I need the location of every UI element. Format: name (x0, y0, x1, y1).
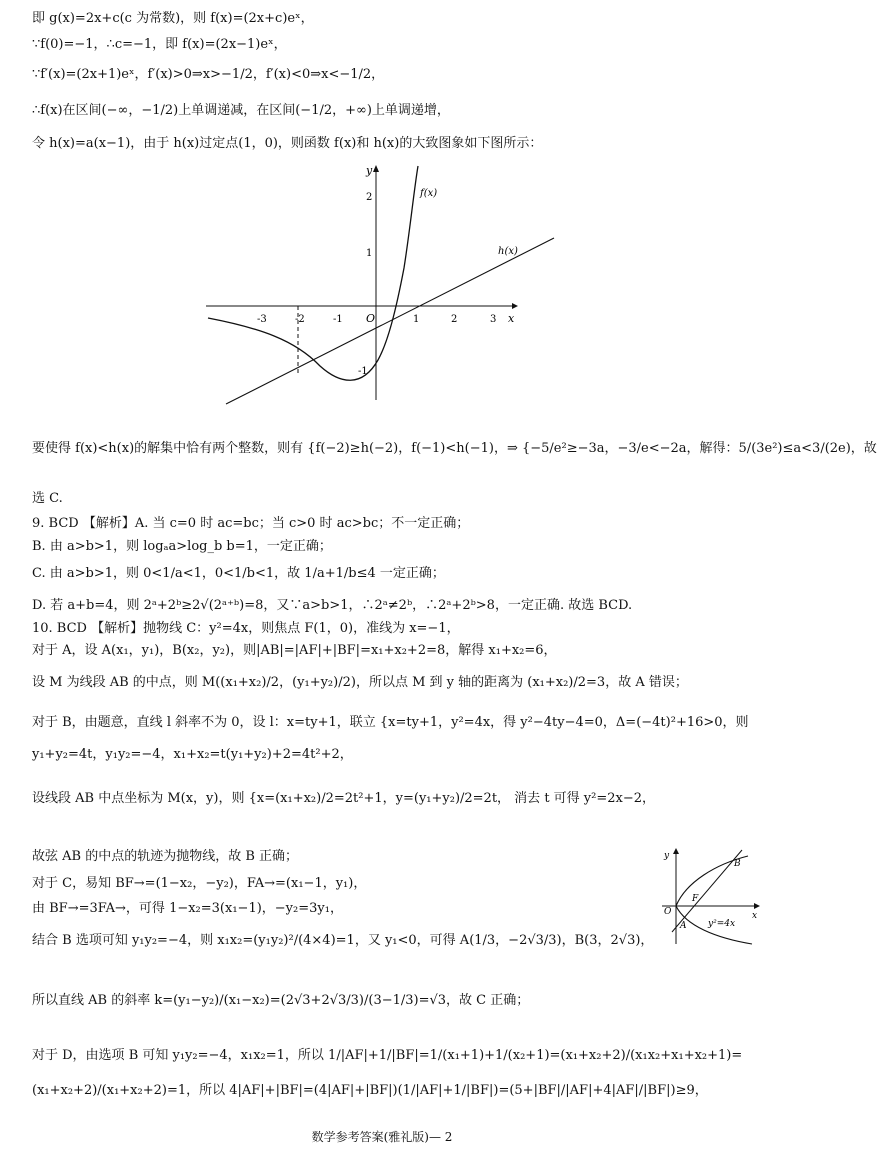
text-line: 选 C. (32, 491, 63, 506)
y-axis-label: y (664, 851, 670, 861)
h-line (226, 238, 554, 404)
text-line: ∴f(x)在区间(−∞，−1/2)上单调递减，在区间(−1/2，+∞)上单调递增， (32, 103, 450, 118)
x-axis-label: x (752, 911, 758, 921)
text-line: 由 BF→=3FA→，可得 1−x₂=3(x₁−1)，−y₂=3y₁， (32, 901, 343, 916)
text-line: 对于 A，设 A(x₁，y₁)，B(x₂，y₂)，则|AB|=|AF|+|BF|=x₁+x₂+2=8，解得 x₁+x₂=6， (32, 643, 557, 658)
parabola-curve (676, 856, 752, 944)
text-line: C. 由 a>b>1，则 0<1/a<1，0<1/b<1，故 1/a+1/b≤4 一定正确； (32, 566, 445, 581)
origin-label: O (366, 312, 376, 325)
x-axis-label: x (508, 312, 515, 325)
y-axis-arrow-icon (373, 165, 379, 172)
text-line: 要使得 f(x)<h(x)的解集中恰有两个整数，则有 {f(−2)≥h(−2)，f(−1)<h(−1)，⇒ {−5/e²≥−3a，−3/e<−2a，解得：5/(3e²)≤a<3/(2e)，故 (32, 441, 877, 456)
y-tick-label: 1 (366, 248, 373, 259)
x-tick-label: -1 (333, 314, 343, 325)
text-line: D. 若 a+b=4，则 2ᵃ+2ᵇ≥2√(2ᵃ⁺ᵇ)=8，又∵a>b>1，∴2ᵃ≠2ᵇ，∴2ᵃ+2ᵇ>8，一定正确. 故选 BCD. (32, 598, 633, 613)
x-axis-arrow-icon (512, 303, 518, 309)
h-line-label: h(x) (498, 246, 518, 257)
y-tick-label: -1 (358, 366, 368, 377)
text-line: B. 由 a>b>1，则 logₐa>log_b b=1，一定正确； (32, 539, 332, 554)
text-line: y₁+y₂=4t，y₁y₂=−4，x₁+x₂=t(y₁+y₂)+2=4t²+2， (32, 747, 353, 762)
text-line: 故弦 AB 的中点的轨迹为抛物线，故 B 正确； (32, 849, 299, 864)
text-line: 对于 D，由选项 B 可知 y₁y₂=−4，x₁x₂=1，所以 1/|AF|+1/|BF|=1/(x₁+1)+1/(x₂+1)=(x₁+x₂+2)/(x₁x₂+x₁+x₂+1)= (32, 1048, 743, 1063)
text-line: 设线段 AB 中点坐标为 M(x，y)，则 {x=(x₁+x₂)/2=2t²+1，y=(y₁+y₂)/2=2t， 消去 t 可得 y²=2x−2， (32, 791, 656, 806)
text-line: ∵f(0)=−1，∴c=−1，即 f(x)=(2x−1)eˣ， (32, 37, 287, 52)
text-line: ∵f′(x)=(2x+1)eˣ，f′(x)>0⇒x>−1/2，f′(x)<0⇒x<−1/2， (32, 67, 385, 82)
text-line: 即 g(x)=2x+c(c 为常数)，则 f(x)=(2x+c)eˣ， (32, 11, 314, 26)
y-axis-label: y (366, 164, 373, 177)
x-tick-label: 2 (451, 314, 458, 325)
curve-label: y²=4x (708, 919, 736, 929)
point-B-label: B (734, 859, 741, 869)
text-line: 所以直线 AB 的斜率 k=(y₁−y₂)/(x₁−x₂)=(2√3+2√3/3)/(3−1/3)=√3，故 C 正确； (32, 993, 530, 1008)
function-graph (200, 160, 530, 410)
f-curve-label: f(x) (420, 188, 438, 199)
text-line: 9. BCD 【解析】A. 当 c=0 时 ac=bc；当 c>0 时 ac>bc；不一定正确； (32, 516, 470, 531)
text-line: 令 h(x)=a(x−1)，由于 h(x)过定点(1，0)，则函数 f(x)和 h(x)的大致图象如下图所示： (32, 136, 543, 151)
y-axis-arrow-icon (673, 848, 679, 854)
text-line: 设 M 为线段 AB 的中点，则 M((x₁+x₂)/2，(y₁+y₂)/2)，所以点 M 到 y 轴的距离为 (x₁+x₂)/2=3，故 A 错误； (32, 675, 688, 690)
point-A-label: A (680, 921, 687, 931)
text-line: 结合 B 选项可知 y₁y₂=−4，则 x₁x₂=(y₁y₂)²/(4×4)=1，又 y₁<0，可得 A(1/3，−2√3/3)，B(3，2√3)， (32, 933, 654, 948)
text-line: 对于 C，易知 BF→=(1−x₂，−y₂)，FA→=(x₁−1，y₁)， (32, 876, 367, 891)
parabola-graph (656, 846, 760, 946)
page-footer: 数学参考答案(雅礼版)— 2 (311, 1130, 453, 1144)
text-line: 10. BCD 【解析】抛物线 C：y²=4x，则焦点 F(1，0)，准线为 x=−1， (32, 621, 460, 636)
origin-label: O (664, 907, 672, 917)
text-line: (x₁+x₂+2)/(x₁+x₂+2)=1，所以 4|AF|+|BF|=(4|AF|+|BF|)(1/|AF|+1/|BF|)=(5+|BF|/|AF|+4|AF|/|BF|)≥9， (32, 1083, 708, 1098)
text-line: 对于 B，由题意，直线 l 斜率不为 0，设 l：x=ty+1，联立 {x=ty+1，y²=4x，得 y²−4ty−4=0，Δ=(−4t)²+16>0，则 (32, 715, 749, 730)
x-tick-label: -3 (257, 314, 267, 325)
point-F-label: F (692, 894, 699, 904)
x-tick-label: 1 (413, 314, 420, 325)
x-axis-arrow-icon (754, 903, 760, 909)
f-curve (208, 166, 418, 380)
x-tick-label: 3 (490, 314, 497, 325)
x-tick-label: -2 (295, 314, 305, 325)
y-tick-label: 2 (366, 192, 373, 203)
